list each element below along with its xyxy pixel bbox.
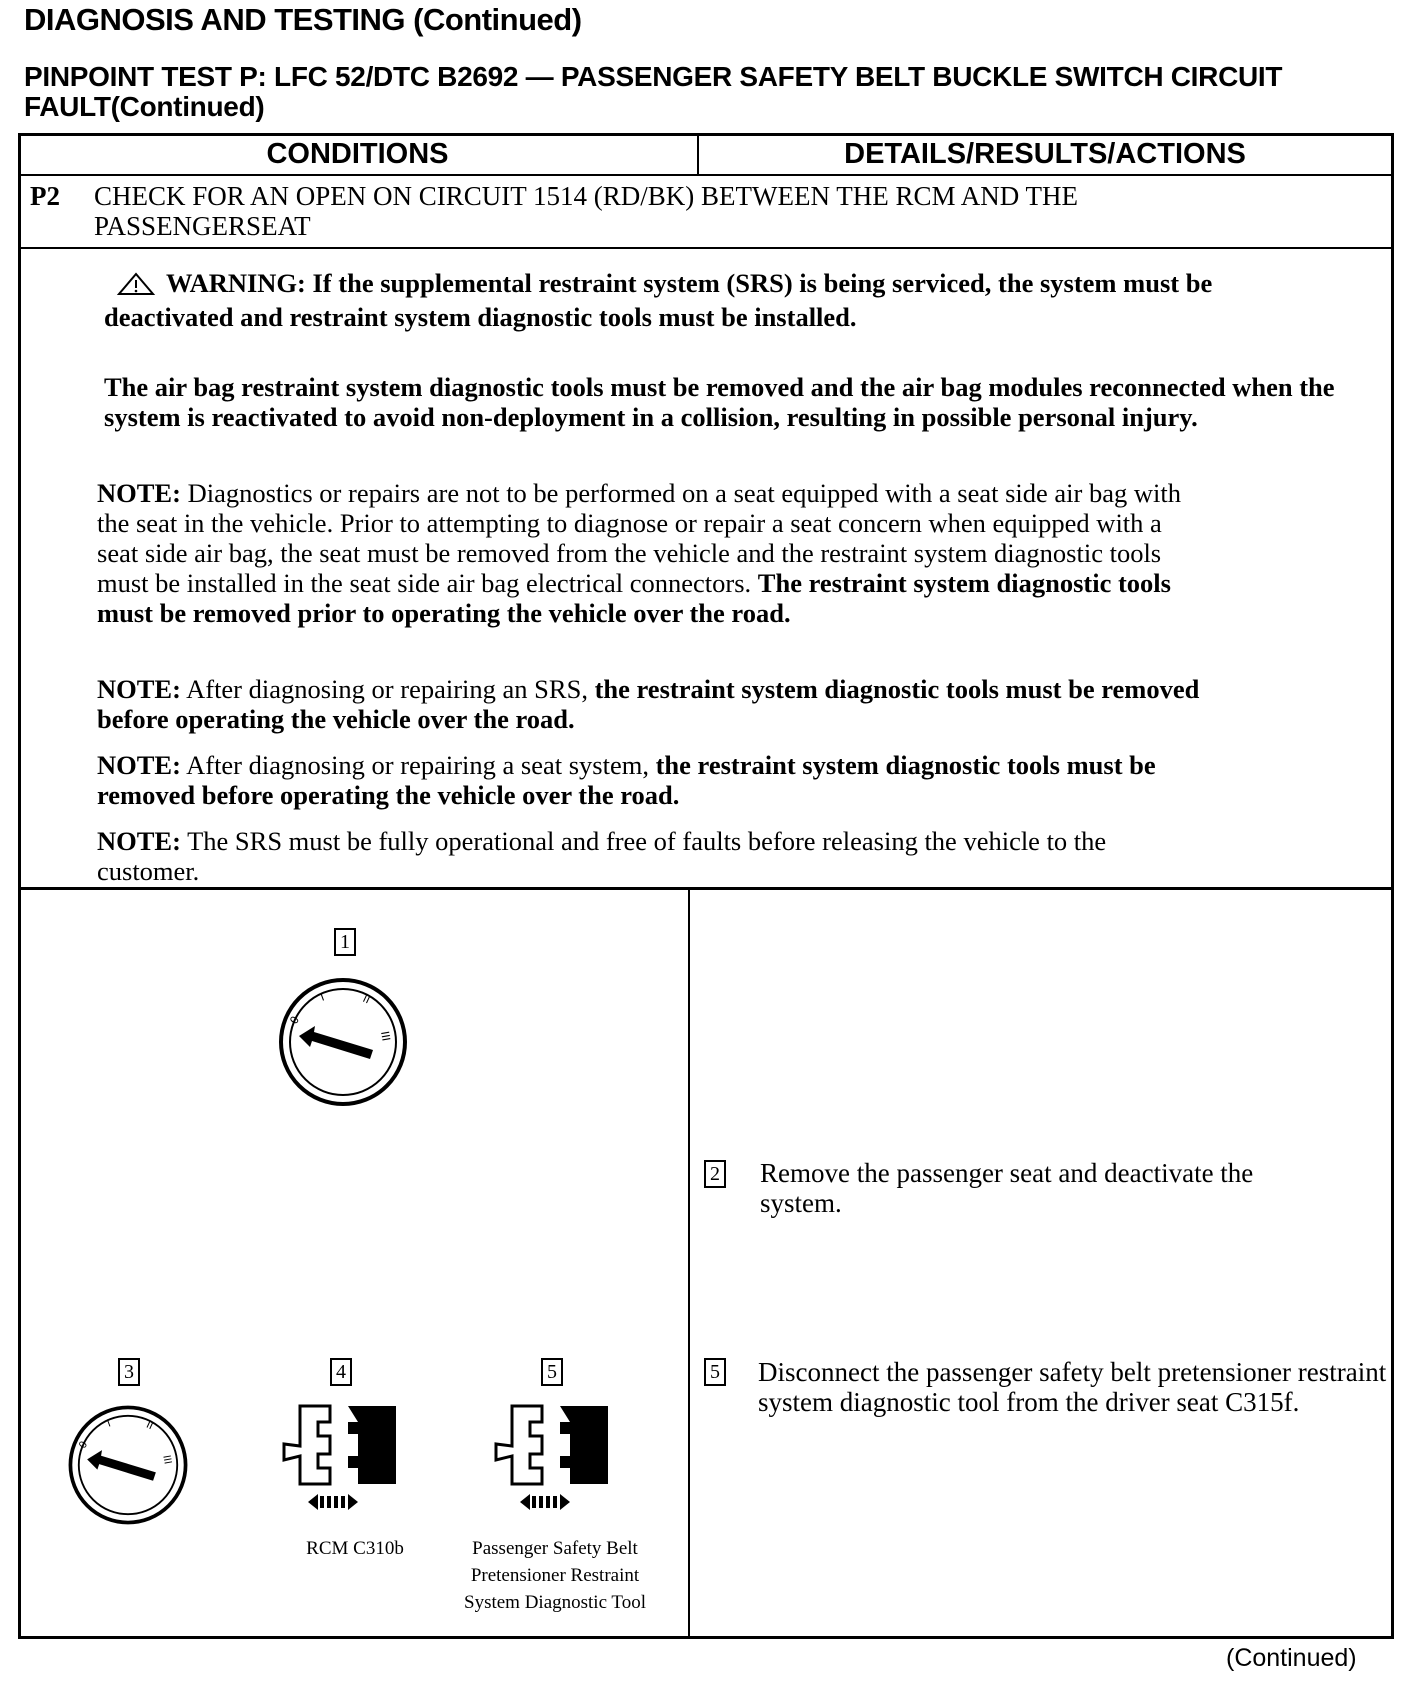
callout-5: 5: [541, 1358, 563, 1386]
note-label: NOTE:: [97, 750, 181, 780]
column-header-conditions: CONDITIONS: [266, 138, 449, 170]
pinpoint-test-title: PINPOINT TEST P: LFC 52/DTC B2692 — PASSENGER SAFETY BELT BUCKLE SWITCH CIRCUIT FAULT(Continued): [24, 61, 1283, 122]
note-text: After diagnosing or repairing a seat system,: [180, 750, 656, 780]
ignition-label-0: 0: [77, 1439, 91, 1451]
caption-rcm: RCM C310b: [306, 1538, 404, 1559]
note: [97, 478, 1207, 628]
note-text: The SRS must be fully operational and free of faults before releasing the vehicle to the customer.: [97, 826, 1107, 886]
ignition-label-1: I: [318, 990, 327, 1004]
connector-icon: [278, 1398, 408, 1518]
step-title: CHECK FOR AN OPEN ON CIRCUIT 1514 (RD/BK) BETWEEN THE RCM AND THE PASSENGERSEAT: [94, 181, 1079, 241]
step-id: P2: [30, 181, 60, 211]
note-emphasis: The restraint system diagnostic tools must be removed prior to operating the vehicle over the road.: [97, 568, 1171, 628]
ignition-label-3: III: [378, 1030, 393, 1043]
ignition-label-0: 0: [287, 1013, 303, 1027]
callout-3: 3: [118, 1358, 140, 1386]
action-callout-2: 2: [704, 1160, 726, 1188]
continued-label: (Continued): [1226, 1644, 1357, 1672]
warning-triangle-icon: [116, 272, 156, 302]
callout-1: 1: [334, 928, 356, 956]
note-label: NOTE:: [97, 674, 181, 704]
figures-column-divider: [688, 888, 690, 1638]
ignition-switch-icon: [273, 972, 413, 1112]
note: [97, 750, 1207, 810]
step-divider: [18, 247, 1394, 249]
header-column-divider: [697, 135, 699, 175]
notes-divider: [18, 887, 1394, 890]
warning-text: WARNING: If the supplemental restraint system (SRS) is being serviced, the system must be deactivated and restraint system diagnostic tools must be installed.: [104, 268, 1213, 332]
diagnostic-tool-connector-icon: [490, 1398, 620, 1518]
note-text: After diagnosing or repairing an SRS,: [180, 674, 595, 704]
page-title: DIAGNOSIS AND TESTING (Continued): [24, 2, 582, 37]
ignition-label-2: II: [144, 1419, 155, 1433]
ignition-label-3: III: [160, 1454, 173, 1466]
ignition-label-1: I: [105, 1418, 113, 1430]
action-step-5: Disconnect the passenger safety belt pretensioner restraint system diagnostic tool from the driver seat C315f.: [758, 1357, 1387, 1417]
ignition-label-2: II: [360, 991, 373, 1007]
header-divider: [18, 174, 1394, 176]
note-label: NOTE:: [97, 826, 181, 856]
warning-paragraph: [104, 268, 1324, 332]
column-header-details: DETAILS/RESULTS/ACTIONS: [844, 138, 1246, 170]
warning-consequence: The air bag restraint system diagnostic tools must be removed and the air bag modules reconnected when the system is reactivated to avoid non-deployment in a collision, resulting in possible personal injury.: [104, 372, 1335, 432]
callout-4: 4: [330, 1358, 352, 1386]
note: [97, 826, 1207, 886]
note-emphasis: the restraint system diagnostic tools must be removed before operating the vehicle over the road.: [97, 750, 1156, 810]
note-label: NOTE:: [97, 478, 181, 508]
note-text: Diagnostics or repairs are not to be performed on a seat equipped with a seat side air bag with the seat in the vehicle. Prior to attempting to diagnose or repair a seat concern when equipped with a seat side air bag, the seat must be removed from the vehicle and the restraint system diagnostic tools must be installed in the seat side air bag electrical connectors.: [97, 478, 1181, 598]
ignition-switch-icon: [63, 1400, 193, 1530]
note: [97, 674, 1207, 734]
action-step-2: Remove the passenger seat and deactivate the system.: [760, 1158, 1254, 1218]
caption-diagnostic-tool: Passenger Safety Belt Pretensioner Restraint System Diagnostic Tool: [464, 1538, 646, 1613]
note-emphasis: the restraint system diagnostic tools must be removed before operating the vehicle over the road.: [97, 674, 1200, 734]
action-callout-5: 5: [704, 1358, 726, 1386]
